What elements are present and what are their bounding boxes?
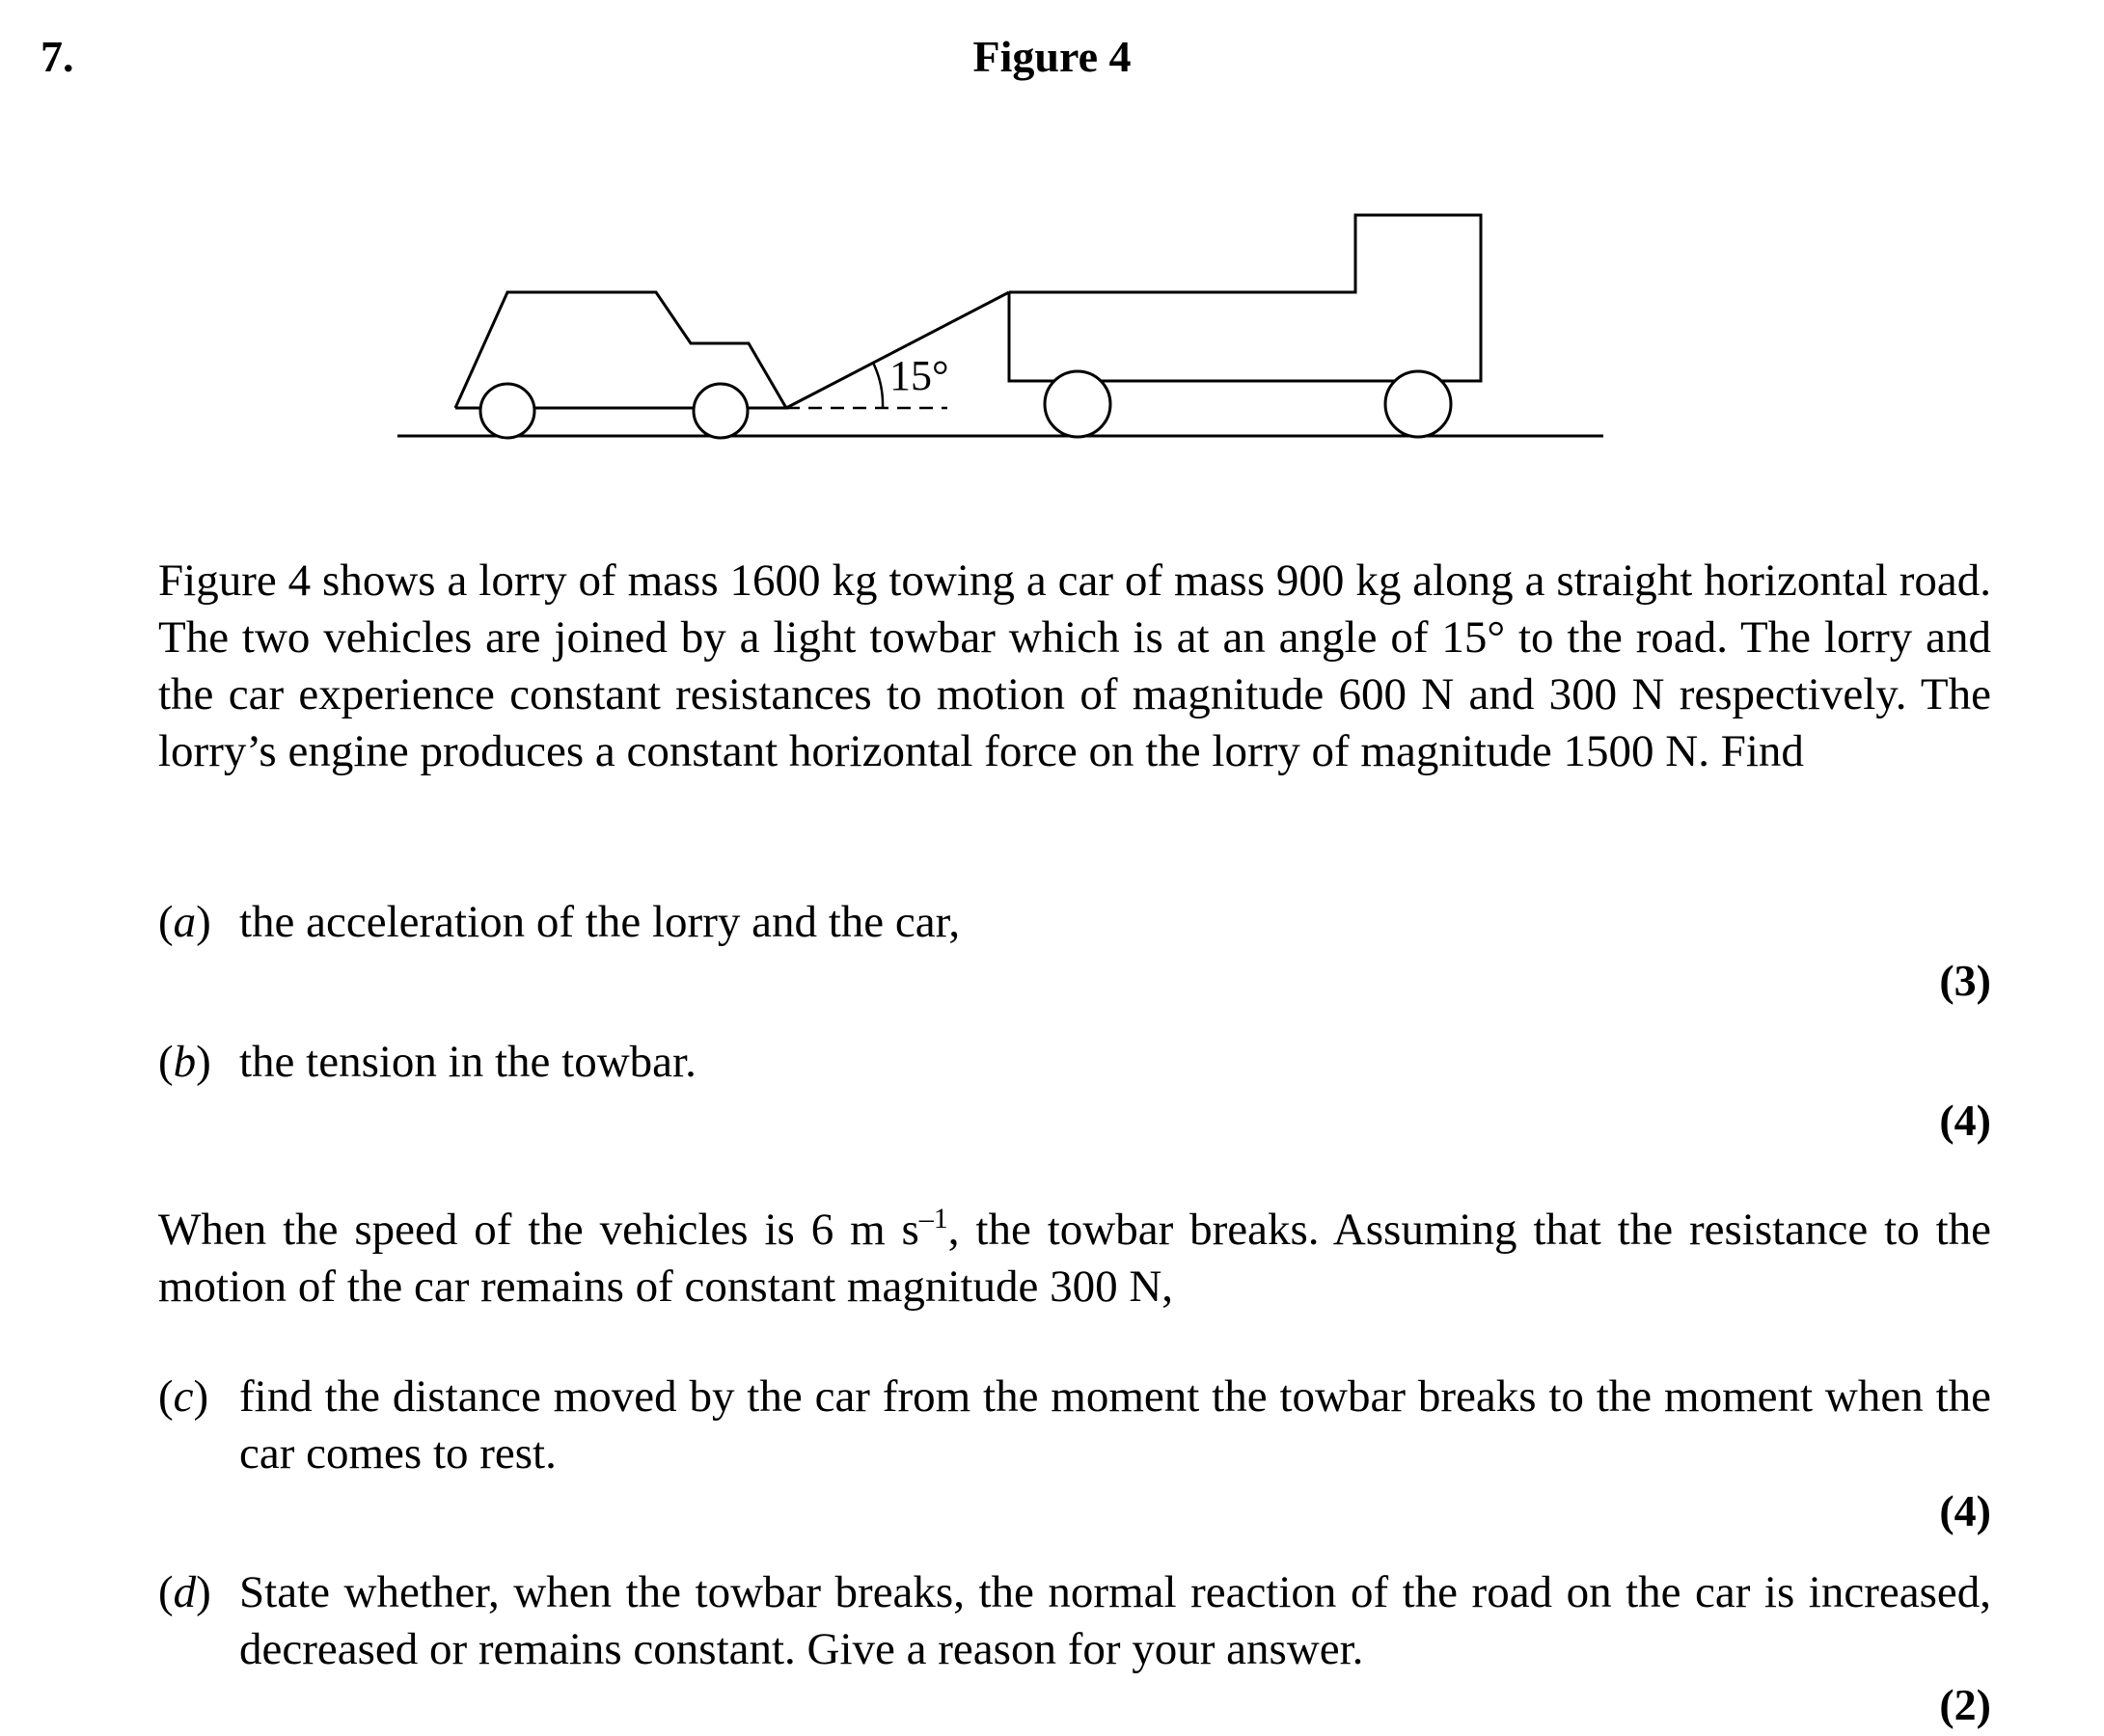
part-a: [158, 894, 1991, 951]
part-b-label: (b): [158, 1037, 211, 1087]
lorry-front-wheel: [1385, 371, 1451, 437]
question-intro: Figure 4 shows a lorry of mass 1600 kg towing a car of mass 900 kg along a straight horizontal road. The two vehicles are joined by a light towbar which is at an angle of 15° to the road. The lorry and the car experience constant resistances to motion of magnitude 600 N and 300 N respectively. The lorry’s engine produces a constant horizontal force on the lorry of magnitude 1500 N. Find: [158, 556, 1991, 776]
lorry-rear-wheel: [1045, 371, 1110, 437]
figure-title: Figure 4: [972, 32, 1132, 81]
angle-arc: [873, 363, 883, 408]
unit-superscript: –1: [918, 1203, 948, 1234]
part-d-marks: (2): [1939, 1680, 1991, 1729]
part-b-text: the tension in the towbar.: [239, 1037, 697, 1087]
part-c-label: (c): [158, 1371, 209, 1422]
part-a-text: the acceleration of the lorry and the car,: [239, 897, 961, 947]
part-d: [158, 1564, 1991, 1678]
part-b-marks: (4): [1939, 1096, 1991, 1145]
lorry-body: [1009, 215, 1481, 381]
part-d-text: State whether, when the towbar breaks, the normal reaction of the road on the car is increased, decreased or remains constant. Give a reason for your answer.: [239, 1567, 1991, 1674]
part-b: [158, 1034, 1991, 1091]
second-paragraph: When the speed of the vehicles is 6 m $s^{-1}$, the towbar breaks. Assuming that the resistance to the motion of the car remains of constant magnitude 300 N,: [158, 1203, 1991, 1312]
angle-label: 15°: [889, 352, 949, 399]
question-number: 7.: [41, 32, 74, 81]
part-c-text: find the distance moved by the car from the moment the towbar breaks to the moment when the car comes to rest.: [239, 1371, 1991, 1478]
car-front-wheel: [694, 384, 748, 438]
part-c: [158, 1369, 1991, 1482]
part-a-label: (a): [158, 897, 211, 947]
figure-diagram: [0, 0, 2104, 540]
part-c-marks: (4): [1939, 1486, 1991, 1535]
part-d-label: (d): [158, 1567, 211, 1617]
part-a-marks: (3): [1939, 956, 1991, 1005]
car-rear-wheel: [480, 384, 534, 438]
